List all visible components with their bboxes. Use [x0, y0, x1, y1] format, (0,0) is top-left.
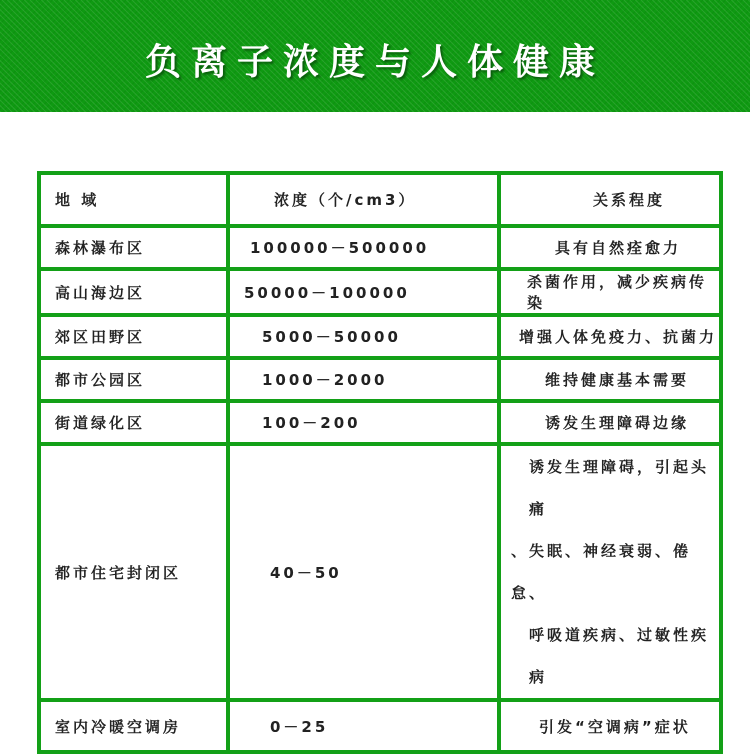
cell-area: 高山海边区: [39, 269, 228, 315]
cell-relation: 维持健康基本需要: [499, 358, 721, 401]
cell-area: 街道绿化区: [39, 401, 228, 444]
header-concentration: 浓度（个/cm3）: [228, 173, 499, 226]
cell-concentration: 50000－100000: [228, 269, 499, 315]
table-row: [39, 315, 721, 358]
relation-line: 、失眠、神经衰弱、倦怠、: [511, 542, 692, 602]
cell-relation: 增强人体免疫力、抗菌力: [499, 315, 721, 358]
header-area: 地 域: [39, 173, 228, 226]
table-row: [39, 269, 721, 315]
cell-concentration: 1000－2000: [228, 358, 499, 401]
table-row: [39, 358, 721, 401]
cell-relation: 杀菌作用，减少疾病传染: [499, 269, 721, 315]
cell-area: 都市住宅封闭区: [39, 444, 228, 700]
cell-area: 都市公园区: [39, 358, 228, 401]
cell-relation: [499, 444, 721, 700]
table-row: [39, 226, 721, 269]
cell-concentration: 40－50: [228, 444, 499, 700]
relation-line: 呼吸道疾病、过敏性疾病: [529, 626, 710, 686]
relation-line: 诱发生理障碍，引起头痛: [529, 458, 710, 518]
cell-area: 森林瀑布区: [39, 226, 228, 269]
cell-area: 郊区田野区: [39, 315, 228, 358]
table-header-row: [39, 173, 721, 226]
cell-relation: 具有自然痊愈力: [499, 226, 721, 269]
cell-concentration: 0－25: [228, 700, 499, 752]
cell-relation: 引发“空调病”症状: [499, 700, 721, 752]
page-title: 负离子浓度与人体健康: [144, 42, 605, 83]
ion-health-table: [37, 171, 723, 754]
cell-concentration: 100000－500000: [228, 226, 499, 269]
title-banner: [0, 0, 750, 112]
table-row: [39, 444, 721, 700]
cell-area: 室内冷暖空调房: [39, 700, 228, 752]
cell-relation: 诱发生理障碍边缘: [499, 401, 721, 444]
table-row: [39, 700, 721, 752]
cell-concentration: 5000－50000: [228, 315, 499, 358]
cell-concentration: 100－200: [228, 401, 499, 444]
table-row: [39, 401, 721, 444]
header-relation: 关系程度: [499, 173, 721, 226]
